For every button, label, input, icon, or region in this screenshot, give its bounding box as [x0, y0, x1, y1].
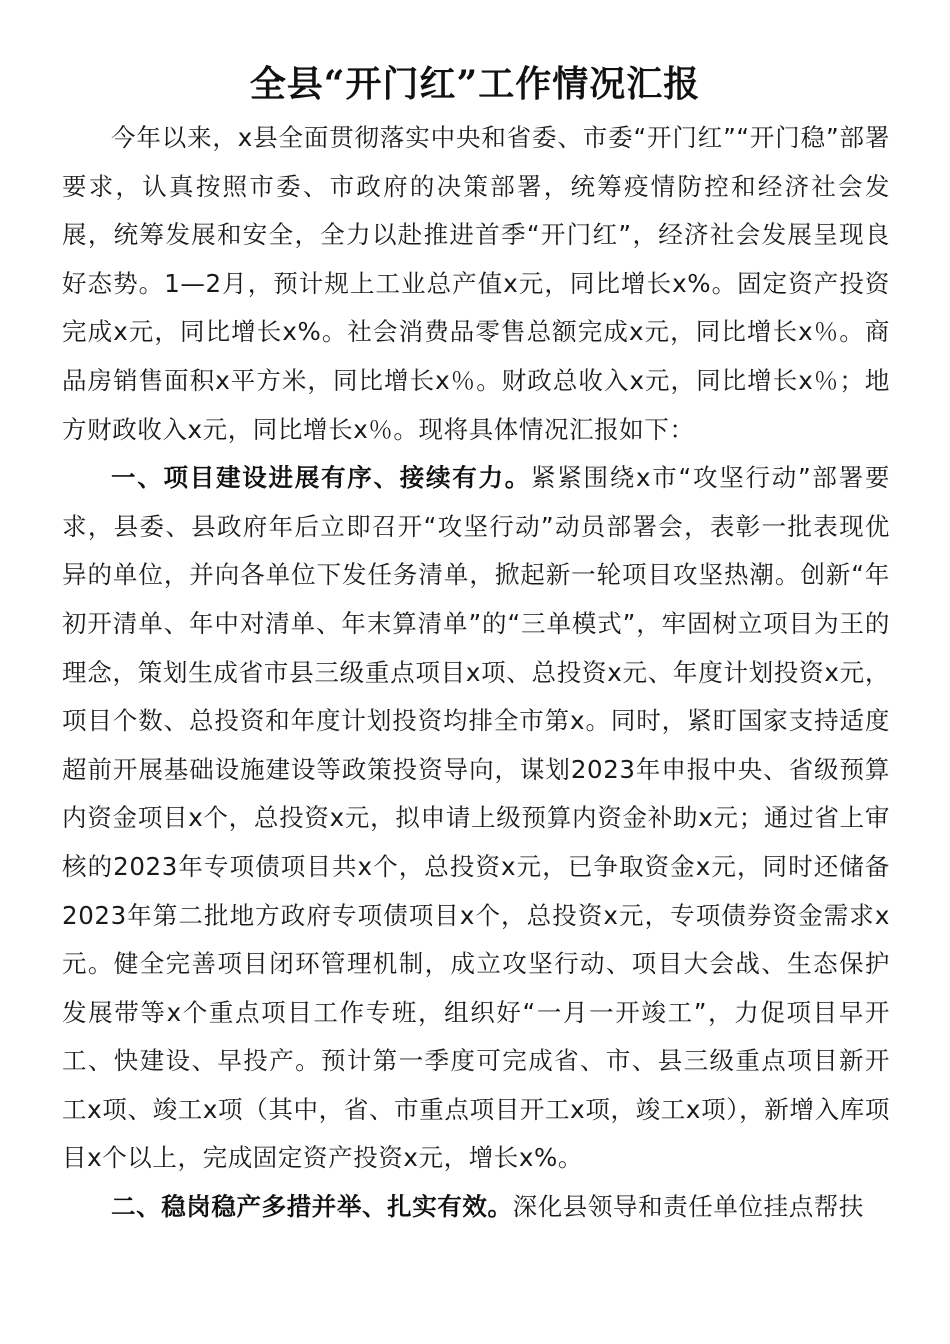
section-2-heading: 二、稳岗稳产多措并举、扎实有效。 [111, 1192, 513, 1222]
document-body [62, 114, 890, 1232]
intro-paragraph: 今年以来，x县全面贯彻落实中央和省委、市委“开门红”“开门稳”部署要求，认真按照市委、市政府的决策部署，统筹疫情防控和经济社会发展，统筹发展和安全，全力以赴推进首季“开门红”，经济社会发展呈现良好态势。1—2月，预计规上工业总产值x元，同比增长x%。固定资产投资完成x元，同比增长x%。社会消费品零售总额完成x元，同比增长x％。商品房销售面积x平方米，同比增长x％。财政总收入x元，同比增长x％；地方财政收入x元，同比增长x％。现将具体情况汇报如下： [62, 123, 890, 444]
section-1-text: 紧紧围绕x市“攻坚行动”部署要求，县委、县政府年后立即召开“攻坚行动”动员部署会，表彰一批表现优异的单位，并向各单位下发任务清单，掀起新一轮项目攻坚热潮。创新“年初开清单、年中对清单、年末算清单”的“三单模式”，牢固树立项目为王的理念，策划生成省市县三级重点项目x项、总投资x元、年度计划投资x元，项目个数、总投资和年度计划投资均排全市第x。同时，紧盯国家支持适度超前开展基础设施建设等政策投资导向，谋划2023年申报中央、省级预算内资金项目x个，总投资x元，拟申请上级预算内资金补助x元；通过省上审核的2023年专项债项目共x个，总投资x元，已争取资金x元，同时还储备2023年第二批地方政府专项债项目x个，总投资x元，专项债券资金需求x元。健全完善项目闭环管理机制，成立攻坚行动、项目大会战、生态保护发展带等x个重点项目工作专班，组织好“一月一开竣工”，力促项目早开工、快建设、早投产。预计第一季度可完成省、市、县三级重点项目新开工x项、竣工x项（其中，省、市重点项目开工x项，竣工x项），新增入库项目x个以上，完成固定资产投资x元，增长x%。 [62, 463, 890, 1173]
section-2-text: 深化县领导和责任单位挂点帮扶 [512, 1192, 865, 1222]
section-2-paragraph [62, 1183, 890, 1232]
section-1-paragraph [62, 454, 890, 1183]
section-1-heading: 一、项目建设进展有序、接续有力。 [111, 463, 531, 493]
document-title: 全县“开门红”工作情况汇报 [249, 63, 701, 105]
